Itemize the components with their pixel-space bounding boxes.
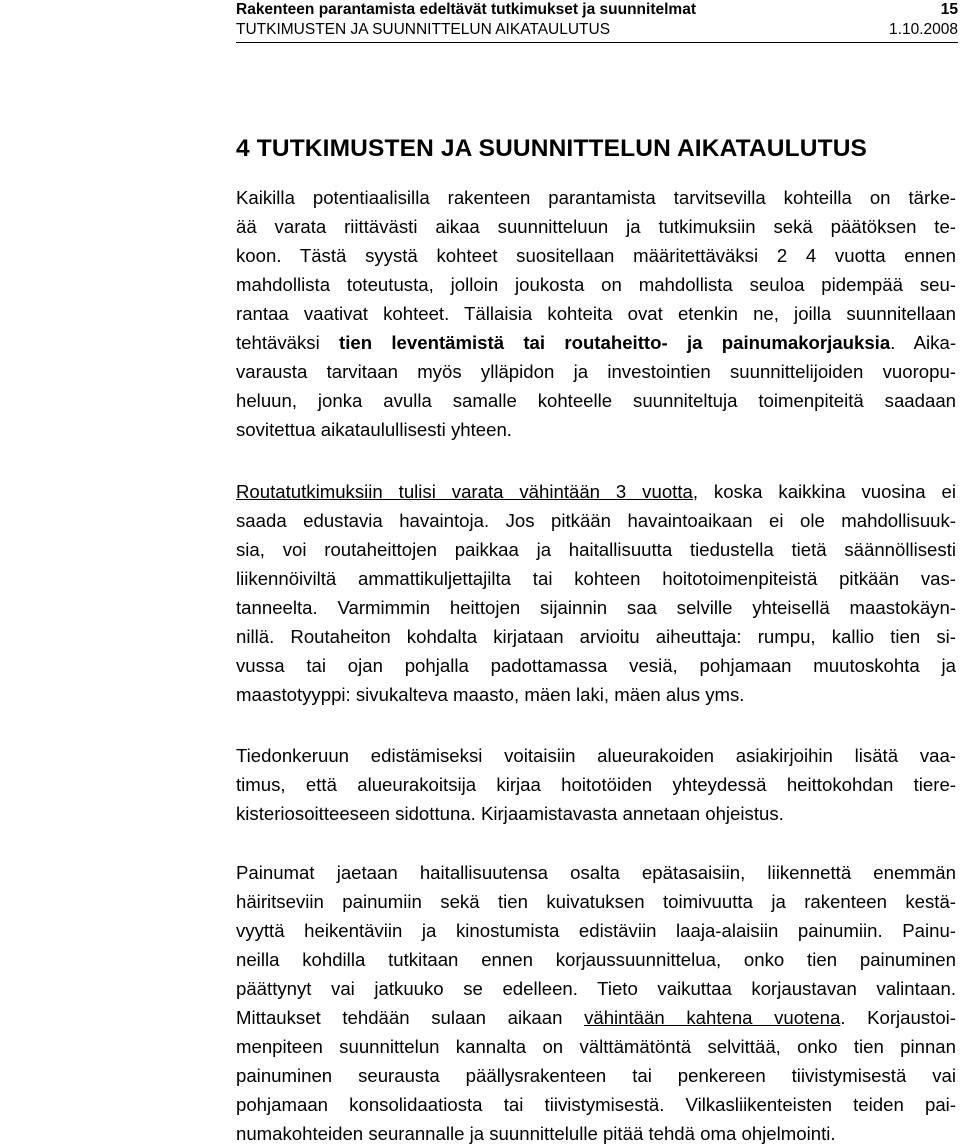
text-line: pohjamaan konsolidaatiosta tai tiivistymisestä. Vilkasliikenteisten teiden pai- [236, 1094, 956, 1115]
text-line: varausta tarvitaan myös ylläpidon ja investointien suunnittelijoiden vuoropu- [236, 361, 956, 382]
text-line: heluun, jonka avulla samalle kohteelle suunniteltuja toimenpiteitä saadaan [236, 390, 956, 411]
text-line: Kaikilla potentiaalisilla rakenteen parantamista tarvitsevilla kohteilla on tärke- [236, 187, 956, 208]
text-line: neilla kohdilla tutkitaan ennen korjaussuunnittelua, onko tien painuminen [236, 949, 956, 970]
text-line: menpiteen suunnittelun kannalta on välttämätöntä selvittää, onko tien pinnan [236, 1036, 956, 1057]
text-run: tehtäväksi [236, 332, 340, 353]
text-line: painuminen seurausta päällysrakenteen tai penkereen tiivistymisestä vai [236, 1065, 956, 1086]
section-title: TUTKIMUSTEN JA SUUNNITTELUN AIKATAULUTUS [236, 21, 611, 38]
text-line: numakohteiden seurannalle ja suunnittelulle pitää tehdä oma ohjelmointi. [236, 1123, 836, 1144]
text-line: mahdollista toteutusta, jolloin joukosta on mahdollista seuloa pidempää seu- [236, 274, 956, 295]
text-line: Painumat jaetaan haitallisuutensa osalta epätasaisiin, liikennettä enemmän [236, 862, 956, 883]
text-line: ää varata riittävästi aikaa suunnitteluun ja tutkimuksiin sekä päätöksen te- [236, 216, 956, 237]
paragraph-2 [236, 477, 956, 709]
paragraph-1 [236, 183, 956, 444]
document-date: 1.10.2008 [889, 21, 958, 38]
text-line: vyyttä heikentäviin ja kinostumista edistäviin laaja-alaisiin painumiin. Painu- [236, 920, 956, 941]
text-line: koon. Tästä syystä kohteet suositellaan määritettäväksi 2 4 vuotta ennen [236, 245, 956, 266]
text-line: nillä. Routaheiton kohdalta kirjataan arvioitu aiheuttaja: rumpu, kallio tien si- [236, 626, 956, 647]
underlined-emphasis: Routatutkimuksiin tulisi varata vähintään 3 vuotta [236, 481, 693, 502]
bold-emphasis: tien leventämistä tai routaheitto- ja painumakorjauksia [339, 332, 891, 353]
text-run: . Korjaustoi- [840, 1007, 956, 1028]
page-number: 15 [940, 1, 958, 18]
text-run: , koska kaikkina vuosina ei [692, 481, 956, 502]
text-line: liikennöiviltä ammattikuljettajilta tai kohteen hoitotoimenpiteistä pitkään vas- [236, 568, 956, 589]
text-line: timus, että alueurakoitsija kirjaa hoitotöiden yhteydessä heittokohdan tiere- [236, 774, 956, 795]
paragraph-3 [236, 741, 956, 828]
paragraph-4 [236, 858, 956, 1148]
text-line: sovitettua aikataulullisesti yhteen. [236, 419, 512, 440]
text-line: Tiedonkeruun edistämiseksi voitaisiin alueurakoiden asiakirjoihin lisätä vaa- [236, 745, 956, 766]
header-top-row [236, 0, 958, 20]
text-line [236, 328, 956, 357]
text-line: päättynyt vai jatkuuko se edelleen. Tieto vaikuttaa korjaustavan valintaan. [236, 978, 956, 999]
text-line [236, 1003, 956, 1032]
text-line: maastotyyppi: sivukalteva maasto, mäen laki, mäen alus yms. [236, 684, 745, 705]
page-header [236, 0, 958, 40]
text-line: kisteriosoitteeseen sidottuna. Kirjaamistavasta annetaan ohjeistus. [236, 803, 784, 824]
text-run: . Aika- [890, 332, 957, 353]
text-line: häiritseviin painumiin sekä tien kuivatuksen toimivuutta ja rakenteen kestä- [236, 891, 956, 912]
document-title: Rakenteen parantamista edeltävät tutkimukset ja suunnitelmat [236, 1, 696, 18]
header-bottom-row [236, 20, 958, 40]
text-run: Mittaukset tehdään sulaan aikaan [236, 1007, 585, 1028]
chapter-heading: 4 TUTKIMUSTEN JA SUUNNITTELUN AIKATAULUTUS [236, 135, 868, 162]
text-line: sia, voi routaheittojen paikkaa ja haitallisuutta tiedustella tietä säännöllisesti [236, 539, 956, 560]
text-line [236, 477, 956, 506]
text-line: rantaa vaativat kohteet. Tällaisia kohteita ovat etenkin ne, joilla suunnitellaan [236, 303, 956, 324]
header-divider [236, 42, 958, 43]
text-line: vussa tai ojan pohjalla padottamassa vesiä, pohjamaan muutoskohta ja [236, 655, 956, 676]
underlined-emphasis: vähintään kahtena vuotena [584, 1007, 841, 1028]
text-line: saada edustavia havaintoja. Jos pitkään havaintoaikaan ei ole mahdollisuuk- [236, 510, 956, 531]
text-line: tanneelta. Varmimmin heittojen sijainnin saa selville yhteisellä maastokäyn- [236, 597, 956, 618]
